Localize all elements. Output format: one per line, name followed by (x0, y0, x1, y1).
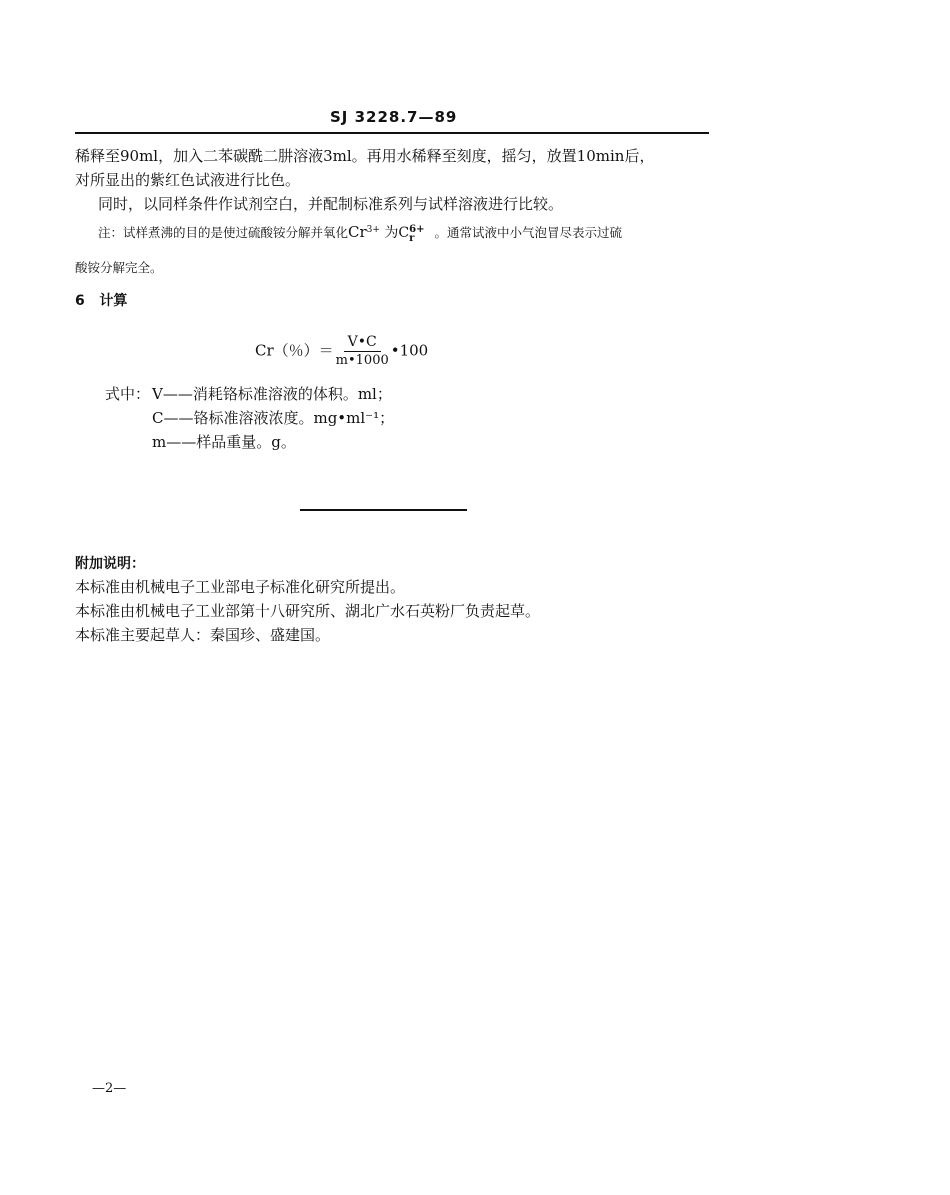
appendix-line: 本标准由机械电子工业部第十八研究所、湖北广水石英粉厂负责起草。 (75, 602, 541, 620)
formula-numerator: V•C (344, 334, 381, 352)
note-continuation: 酸铵分解完全。 (75, 260, 163, 275)
paragraph-line: 稀释至90ml，加入二苯碳酰二肼溶液3ml。再用水稀释至刻度，摇匀，放置10min后， (75, 147, 655, 165)
note-charge: 6+ (409, 223, 425, 235)
appendix-title: 附加说明： (75, 556, 145, 572)
note-text: 注：试样煮沸的目的是使过硫酸铵分解并氧化 (98, 225, 349, 240)
note-text: 为C (379, 225, 410, 241)
note-cr: Cr (348, 223, 367, 241)
note-cr6 (409, 225, 424, 243)
page-number: —2— (92, 1081, 127, 1096)
note-charge: 3+ (366, 224, 380, 235)
formula-fraction (336, 334, 389, 369)
section-heading (75, 290, 127, 310)
paragraph-line: 对所显出的紫红色试液进行比色。 (75, 171, 301, 189)
paragraph-line: 同时，以同样条件作试剂空白，并配制标准系列与试样溶液进行比较。 (98, 195, 564, 213)
note-r: r (409, 232, 415, 244)
note-text: 。通常试液中小气泡冒尽表示过硫 (434, 225, 622, 240)
where-label: 式中： (105, 385, 151, 403)
formula-tail: •100 (390, 341, 429, 360)
standard-code-header: SJ 3228.7—89 (330, 108, 458, 126)
end-rule (300, 509, 467, 511)
formula (255, 334, 428, 369)
header-rule (75, 132, 709, 134)
section-title: 计算 (99, 293, 128, 309)
variable-definition: m——样品重量。g。 (152, 433, 296, 451)
section-number: 6 (75, 293, 85, 309)
note (98, 222, 622, 243)
variable-definition: C——铬标准溶液浓度。mg•ml⁻¹； (152, 409, 395, 427)
formula-denominator: m•1000 (335, 353, 389, 368)
formula-lhs: Cr（％）＝ (255, 341, 334, 360)
variable-definition: V——消耗铬标准溶液的体积。ml； (152, 385, 392, 403)
appendix-line: 本标准由机械电子工业部电子标准化研究所提出。 (75, 578, 406, 596)
appendix-line: 本标准主要起草人：秦国珍、盛建国。 (75, 626, 331, 644)
